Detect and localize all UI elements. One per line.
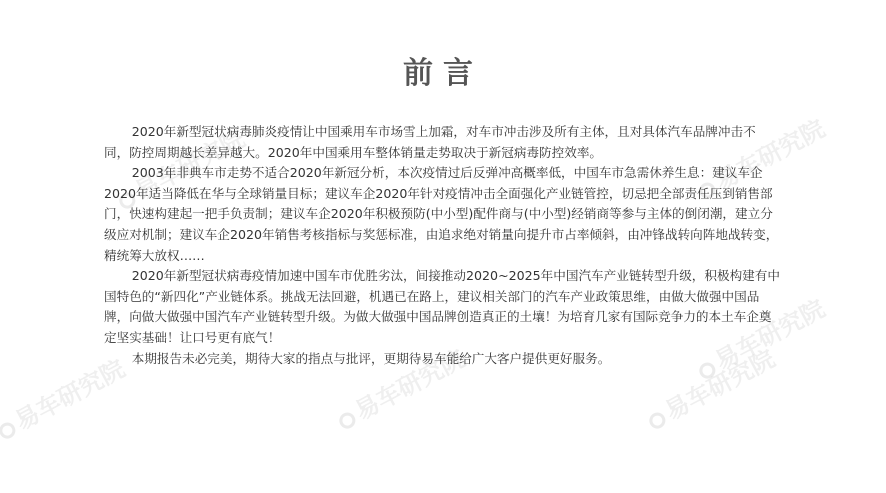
- watermark: 易车研究院: [0, 349, 130, 446]
- watermark: 易车研究院: [640, 339, 780, 436]
- paragraph: 2020年新型冠状病毒肺炎疫情让中国乘用车市场雪上加霜，对车市冲击涉及所有主体，且对具体汽车品牌冲击不同，防控周期越长差异越大。2020年中国乘用车整体销量走势取决于新冠病毒防控效率。: [104, 124, 756, 160]
- paragraph: 2020年新型冠状病毒疫情加速中国车市优胜劣汰，间接推动2020~2025年中国汽车产业链转型升级，积极构建有中国特色的“新四化”产业链体系。挑战无法回避，机遇已在路上，建议相关部门的汽车产业政策思维，由做大做强中国品牌，向做大做强中国汽车产业链转型升级。为做大做强中国品牌创造真正的土壤！为培育几家有国际竞争力的本土车企奠定坚实基础！让口号更有底气！: [104, 268, 780, 345]
- preface-body: [104, 122, 780, 369]
- watermark: 易车研究院: [690, 109, 830, 206]
- watermark: 易车研究院: [690, 289, 830, 386]
- paragraph: 2003年非典车市走势不适合2020年新冠分析，本次疫情过后反弹冲高概率低，中国车市急需休养生息：建议车企2020年适当降低在华与全球销量目标；建议车企2020年针对疫情冲击全面强化产业链管控，切忌把全部责任压到销售部门，快速构建起一把手负责制；建议车企2020年积极预防(中小型)配件商与(中小型)经销商等参与主体的倒闭潮，建立分级应对机制；建议车企2020年销售考核指标与奖惩标准，由追求绝对销量向提升市占率倾斜，由冲锋战转向阵地战转变，精统筹大放权……: [104, 165, 779, 263]
- yiche-logo-icon: [647, 410, 669, 432]
- yiche-logo-icon: [0, 420, 18, 442]
- watermark: 易车研究院: [330, 339, 470, 436]
- paragraph: 本期报告未必完美，期待大家的指点与批评，更期待易车能给广大客户提供更好服务。: [131, 350, 611, 366]
- yiche-logo-icon: [337, 410, 359, 432]
- watermark: 易车研究院: [110, 119, 250, 216]
- page-title: 前言: [403, 56, 483, 91]
